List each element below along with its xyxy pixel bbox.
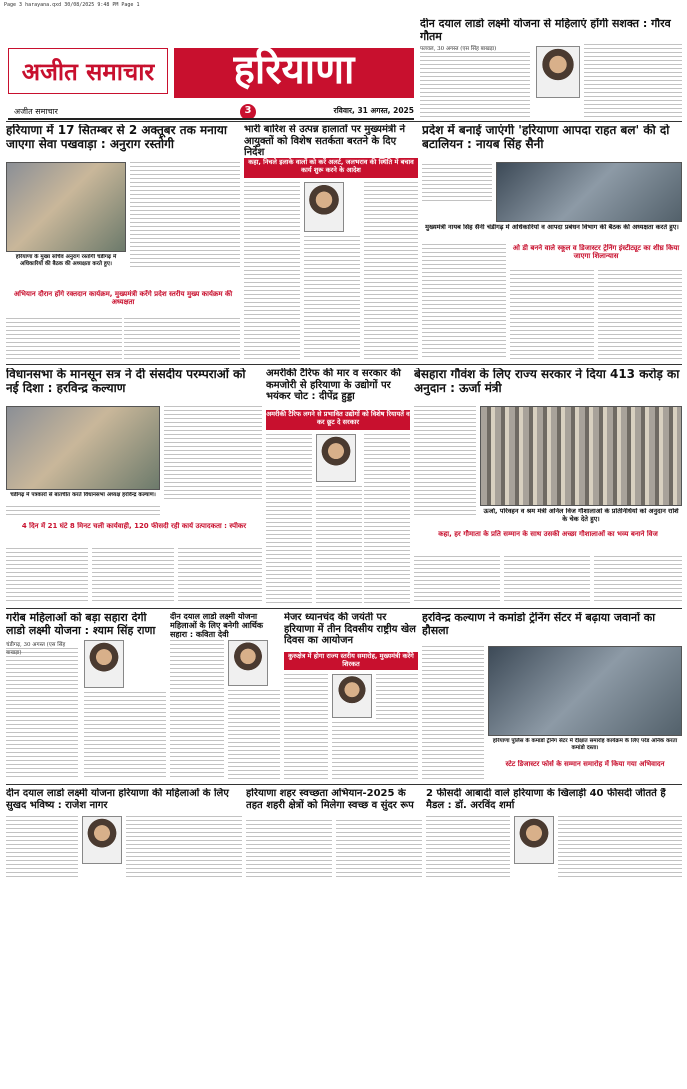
body-text-flood-a <box>244 182 300 360</box>
body-text-dhyan-a <box>284 674 328 780</box>
divider <box>6 608 682 609</box>
body-text-tariff-a <box>266 434 312 604</box>
body-text-tariff-b <box>316 486 362 604</box>
caption-vidhansabha: चंडीगढ़ में पत्रकारों से बातचीत करते विधानसभा अध्यक्ष हरविन्द्र कल्याण। <box>10 492 156 498</box>
body-text-flood-c <box>364 182 418 360</box>
redbar-tariff: अमरीकी टैरिफ लगने से प्रभावित उद्योगों को विशेष रियायतें व कर छूट दे सरकार <box>266 410 410 430</box>
dateline-lado-lakshmi: चंडीगढ़, 30 अगस्त (एस सिंह बाखड़ा) <box>6 642 66 656</box>
body-text-vidhan-c <box>6 548 88 604</box>
body-text-top-right-a <box>420 52 530 118</box>
body-text-top-right-b <box>584 44 682 118</box>
paper-name: अजीत समाचार <box>21 58 155 86</box>
photo-arvind-sharma <box>514 816 554 864</box>
body-text-dhyan-c <box>376 674 418 780</box>
body-text-dhyan-b <box>332 722 376 780</box>
prepress-slug: Page 3 harayana.qxd 30/08/2025 9:48 PM Page 1 <box>4 2 140 8</box>
body-text-lado2-b <box>228 690 280 780</box>
photo-gaushala-cheque <box>480 406 682 506</box>
photo-shyam-singh-rana <box>84 640 124 688</box>
body-text-gaushala-c <box>504 556 590 604</box>
body-text-battalion-d <box>598 270 682 360</box>
body-text-fees-b <box>558 816 682 878</box>
headline-gaushala: बेसहारा गौवंश के लिए राज्य सरकार ने दिया 413 करोड़ का अनुदान : ऊर्जा मंत्री <box>414 368 680 395</box>
body-text-swachhta-a <box>246 820 332 878</box>
body-text-flood-b <box>304 236 360 360</box>
footer-paper-name: अजीत समाचार <box>14 107 58 116</box>
body-text-commando-a <box>422 646 484 780</box>
photo-deepender-hooda <box>316 434 356 482</box>
divider <box>6 121 682 122</box>
subhead-gaushala: कहा, हर गौमाता के प्रति सम्मान के साथ उसकी अच्छा गौशालाओं का भव्य बनाने विज <box>438 530 658 538</box>
headline-dhyanchand: मेजर ध्यानचंद की जयंती पर हरियाणा में तीन दिवसीय राष्ट्रीय खेल दिवस का आयोजन <box>284 612 416 646</box>
divider <box>6 364 682 365</box>
photo-commando-parade <box>488 646 682 736</box>
headline-lado-lakshmi: गरीब महिलाओं को बड़ा सहारा देगी लाडो लक्ष्मी योजना : श्याम सिंह राणा <box>6 612 156 637</box>
caption-battalion: मुख्यमंत्री नायब सिंह सैनी चंडीगढ़ में अधिकारियों व आपदा प्रबंधन विभाग की बैठक की अध्यक्षता करते हुए। <box>425 224 679 231</box>
body-text-lado2-a <box>170 640 224 780</box>
body-text-gaushala-a <box>414 406 476 516</box>
redbar-dhyanchand: कुरुक्षेत्र में होगा राज्य स्तरीय समारोह, मुख्यमंत्री करेंगे शिरकत <box>284 652 418 670</box>
headline-tariff: अमरीकी टैरिफ की मार व सरकार की कमजोरी से हरियाणा के उद्योगों पर भयंकर चोट : दीपेंद्र हुड्डा <box>266 368 401 402</box>
body-text-vidhan-d <box>92 548 174 604</box>
body-text-sewa-b <box>6 318 122 360</box>
headline-lado-lakshmi-top: दीन दयाल लाडो लक्ष्मी योजना से महिलाएं होंगी सशक्त : गौरव गौतम <box>420 18 671 43</box>
caption-sewa: हरियाणा के मुख्य सचिव अनुराग रस्तोगी चंडीगढ़ में अधिकारियों की बैठक की अध्यक्षता करते हुए। <box>15 254 117 267</box>
headline-vidhansabha: विधानसभा के मानसून सत्र ने दी संसदीय परम्पराओं को नई दिशा : हरविन्द्र कल्याण <box>6 368 246 395</box>
body-text-tariff-c <box>364 434 410 604</box>
subhead-vidhansabha: 4 दिन में 21 घंटे 8 मिनट चली कार्यवाही, 120 फीसदी रही कार्य उत्पादकता : स्पीकर <box>21 522 247 530</box>
headline-disaster-battalion: प्रदेश में बनाई जाएंगी 'हरियाणा आपदा राहत बल' की दो बटालियन : नायब सिंह सैनी <box>422 124 670 151</box>
body-text-battalion-a <box>422 164 492 204</box>
subhead-commando: स्टेट डिजास्टर फोर्स के सम्मान समारोह में किया गया अभिवादन <box>505 760 665 768</box>
body-text-battalion-b <box>422 244 506 360</box>
photo-cm-meeting-disaster <box>496 162 682 222</box>
photo-rajesh-nagar <box>82 816 122 864</box>
headline-cm-flood: भारी बारिश से उत्पन्न हालातों पर मुख्यमंत्री ने आयुक्तों को विशेष सतर्कता बरतने के दिए निर्देश <box>244 124 406 158</box>
body-text-fees-a <box>426 816 510 878</box>
page-bottom-margin <box>0 884 687 1089</box>
body-text-battalion-c <box>510 270 594 360</box>
body-text-vidhan-a <box>164 406 262 502</box>
body-text-sewa-c <box>124 318 240 360</box>
body-text-lado-a <box>6 648 78 780</box>
page-number: 3 <box>244 105 252 116</box>
headline-lado-lakshmi-2: दीन दयाल लाडो लक्ष्मी योजना महिलाओं के लिए बनेगी आर्थिक सहारा : कविता देवी <box>170 612 264 640</box>
body-text-vidhan-e <box>178 548 262 604</box>
photo-meeting-chief-secretary <box>6 162 126 252</box>
subhead-sewa: अभियान दौरान होंगे रक्तदान कार्यक्रम, मुख्यमंत्री करेंगे प्रदेश स्तरीय मुख्य कार्यक्रम की अध्यक्षता <box>13 290 233 307</box>
headline-deen-dayal-bottom: दीन दयाल लाडो लक्ष्मी योजना हरियाणा की महिलाओं के लिए सुखद भविष्य : राजेश नागर <box>6 788 229 811</box>
body-text-sewa-a <box>130 162 240 270</box>
body-text-deen-a <box>6 816 78 878</box>
redbar-cm-flood: कहा, निचले इलाके वालों को करें अलर्ट, जलभराव की स्थिति में बचाव कार्य शुरू करने के आदेश <box>244 158 418 178</box>
photo-gaurav-gautam-2 <box>332 674 372 718</box>
masthead-footer <box>8 104 414 120</box>
edition-name: हरियाणा <box>233 48 355 93</box>
dateline-top-right: पलवल, 30 अगस्त (एस सिंह बाखड़ा) <box>420 46 497 52</box>
headline-swachhta: हरियाणा शहर स्वच्छता अभियान-2025 के तहत शहरी क्षेत्रों को मिलेगा स्वच्छ व सुंदर रूप <box>246 788 414 811</box>
photo-kavita-devi <box>228 640 268 686</box>
subhead-battalion: ओ डी बनने वाले स्कूल व डिजास्टर ट्रेनिंग इंस्टीट्यूट का शीघ्र किया जाएगा शिलान्यास <box>512 244 680 261</box>
caption-gaushala: ऊर्जा, परिवहन व श्रम मंत्री अनिल विज गौशालाओं के प्रतिनिधियों को अनुदान राशि के चेक देते हुए। <box>483 508 679 523</box>
body-text-gaushala-d <box>594 556 682 604</box>
headline-sewa-pakhwada: हरियाणा में 17 सितम्बर से 2 अक्तूबर तक मनाया जाएगा सेवा पखवाड़ा : अनुराग रस्तोगी <box>6 124 227 151</box>
body-text-swachhta-b <box>336 820 422 878</box>
photo-gaurav-gautam <box>536 46 580 98</box>
headline-fees: 2 फीसदी आबादी वाले हरियाणा के खिलाड़ी 40 फीसदी जीतते हैं मैडल : डॉ. अरविंद शर्मा <box>426 788 666 811</box>
photo-vidhansabha-speaker <box>6 406 160 490</box>
photo-nayab-saini <box>304 182 344 232</box>
edition-name-box <box>174 48 414 98</box>
paper-name-box <box>8 48 168 94</box>
headline-commando: हरविन्द्र कल्याण ने कमांडो ट्रेनिंग सेंटर में बढ़ाया जवानों का हौसला <box>422 612 656 637</box>
body-text-vidhan-b <box>6 506 160 518</box>
body-text-gaushala-b <box>414 556 500 604</box>
divider <box>6 784 682 785</box>
issue-date: रविवार, 31 अगस्त, 2025 <box>333 106 414 115</box>
body-text-deen-b <box>126 816 242 878</box>
body-text-lado-b <box>84 692 166 780</box>
caption-commando: हरियाणा पुलिस के कमांडो ट्रेनिंग सेंटर में दीक्षांत समारोह कार्यक्रम के लिए परेड अनिक करता कमांडो दस्ता। <box>492 738 678 751</box>
